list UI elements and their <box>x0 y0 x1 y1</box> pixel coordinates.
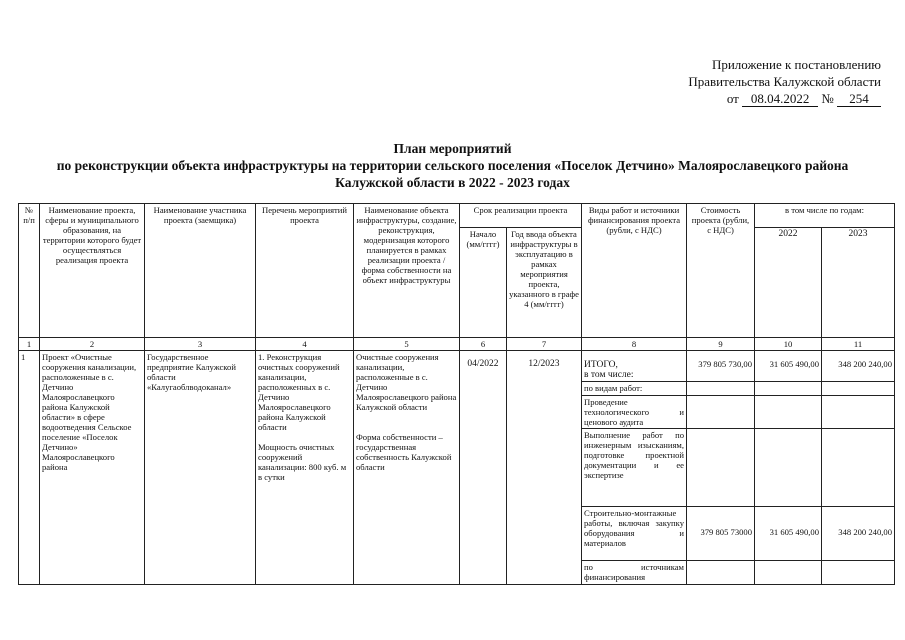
header-row-1 <box>19 204 895 228</box>
cost-value: 379 805 730,00 <box>687 351 755 382</box>
works-label: по источникам финансирования <box>582 561 687 585</box>
col-number: 1 <box>19 338 40 351</box>
cost-value <box>687 429 755 507</box>
header-start: Начало (мм/гггг) <box>460 228 507 338</box>
object-cell <box>354 351 460 585</box>
header-cost: Стоимость проекта (рубли, с НДС) <box>687 204 755 338</box>
header-by-years: в том числе по годам: <box>755 204 895 228</box>
title-line-2: по реконструкции объекта инфраструктуры на территории сельского поселения «Поселок Детчино» Малоярославецкого района <box>56 158 849 173</box>
appendix-date-line <box>688 90 881 107</box>
project-name: Проект «Очистные сооружения канализации, расположенные в с. Детчино Малоярославецкого района Калужской области» в сфере водоотведения Сельское поселение «Поселок Детчино» Малоярославецкого района <box>40 351 145 585</box>
col-number: 5 <box>354 338 460 351</box>
year-2022-value <box>755 396 822 429</box>
col-number: 11 <box>822 338 895 351</box>
header-year-2023: 2023 <box>822 228 895 338</box>
appendix-block <box>688 56 881 107</box>
works-label: по видам работ: <box>582 382 687 396</box>
year-2023-value: 348 200 240,00 <box>822 507 895 561</box>
col-number: 7 <box>507 338 582 351</box>
header-term-group: Срок реализации проекта <box>460 204 582 228</box>
works-label: Строительно-монтажные работы, включая закупку оборудования и материалов <box>582 507 687 561</box>
year-2022-value: 31 605 490,00 <box>755 351 822 382</box>
title-line-3: Калужской области в 2022 - 2023 годах <box>335 175 570 190</box>
header-year-2022: 2022 <box>755 228 822 338</box>
works-label: Выполнение работ по инженерным изысканиям, подготовке проектной документации и ее экспертизе <box>582 429 687 507</box>
document-title <box>0 140 905 191</box>
title-line-1: План мероприятий <box>393 141 512 156</box>
cost-value <box>687 382 755 396</box>
header-name: Наименование проекта, сферы и муниципального образования, на территории которого будет осуществляться реализация проекта <box>40 204 145 338</box>
appendix-line-1: Приложение к постановлению <box>711 57 881 72</box>
col-number: 10 <box>755 338 822 351</box>
appendix-line-2: Правительства Калужской области <box>688 74 881 89</box>
participant-name: Государственное предприятие Калужской области «Калугаоблводоканал» <box>145 351 256 585</box>
year-2022-value <box>755 429 822 507</box>
col-number: 6 <box>460 338 507 351</box>
from-label: от <box>726 91 739 106</box>
header-object: Наименование объекта инфраструктуры, создание, реконструкция, модернизация которого планируется в рамках реализации проекта / форма собственности на объект инфраструктуры <box>354 204 460 338</box>
year-2023-value: 348 200 240,00 <box>822 351 895 382</box>
ownership-form: Форма собственности – государственная собственность Калужской области <box>356 432 452 472</box>
works-label: ИТОГО, в том числе: <box>582 351 687 382</box>
cost-value <box>687 396 755 429</box>
year-2023-value <box>822 382 895 396</box>
year-2023-value <box>822 561 895 585</box>
header-works: Виды работ и источники финансирования проекта (рубли, с НДС) <box>582 204 687 338</box>
header-commission: Год ввода объекта инфраструктуры в эксплуатацию в рамках мероприятия проекта, указанного в графе 4 (мм/гггг) <box>507 228 582 338</box>
year-2022-value: 31 605 490,00 <box>755 507 822 561</box>
measures-cell <box>256 351 354 585</box>
year-2022-value <box>755 382 822 396</box>
measure-item: 1. Реконструкция очистных сооружений канализации, расположенных в с. Детчино Малоярославецкого района Калужской области <box>258 352 340 432</box>
cost-value: 379 805 73000 <box>687 507 755 561</box>
plan-table <box>18 203 895 585</box>
header-measures: Перечень мероприятий проекта <box>256 204 354 338</box>
decree-date: 08.04.2022 <box>742 92 818 107</box>
commission-date: 12/2023 <box>507 351 582 585</box>
works-label: Проведение технологического и ценового аудита <box>582 396 687 429</box>
column-numbers-row <box>19 338 895 351</box>
year-2022-value <box>755 561 822 585</box>
decree-number: 254 <box>837 92 881 107</box>
col-number: 2 <box>40 338 145 351</box>
header-num: № п/п <box>19 204 40 338</box>
object-name: Очистные сооружения канализации, расположенные в с. Детчино Малоярославецкого района Калужской области <box>356 352 457 412</box>
header-participant: Наименование участника проекта (заемщика) <box>145 204 256 338</box>
row-num: 1 <box>19 351 40 585</box>
year-2023-value <box>822 396 895 429</box>
capacity-text: Мощность очистных сооружений канализации: 800 куб. м в сутки <box>258 442 347 482</box>
data-row-total <box>19 351 895 382</box>
col-number: 9 <box>687 338 755 351</box>
col-number: 4 <box>256 338 354 351</box>
start-date: 04/2022 <box>460 351 507 585</box>
cost-value <box>687 561 755 585</box>
number-label: № <box>821 91 834 106</box>
col-number: 3 <box>145 338 256 351</box>
year-2023-value <box>822 429 895 507</box>
col-number: 8 <box>582 338 687 351</box>
